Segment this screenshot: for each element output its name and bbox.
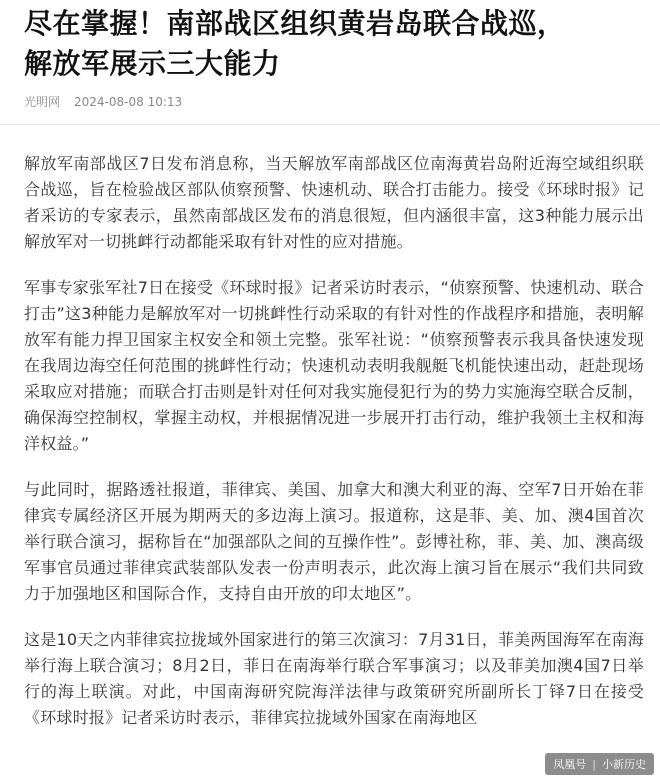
source-link[interactable]: 光明网 — [24, 95, 61, 109]
watermark-separator: | — [592, 757, 596, 771]
title-line-2: 解放军展示三大能力 — [24, 47, 281, 80]
watermark-account: 小新历史 — [602, 758, 646, 771]
divider — [0, 124, 660, 125]
article-body — [24, 151, 644, 731]
article-title — [24, 4, 644, 84]
paragraph: 军事专家张军社7日在接受《环球时报》记者采访时表示，“侦察预警、快速机动、联合打击”这3种能力是解放军对一切挑衅性行动采取的有针对性的作战程序和措施，表明解放军有能力捍卫国家主权安全和领土完整。张军社说：“侦察预警表示我具备快速发现在我周边海空任何范围的挑衅性行动；快速机动表明我舰艇飞机能快速出动，赶赴现场采取应对措施；而联合打击则是针对任何对我实施侵犯行为的势力实施海空联合反制，确保海空控制权，掌握主动权，并根据情况进一步展开打击行动，维护我领土主权和海洋权益。” — [24, 278, 644, 453]
watermark-platform: 凤凰号 — [553, 758, 587, 771]
title-line-1: 尽在掌握！南部战区组织黄岩岛联合战巡， — [24, 7, 566, 40]
publish-time: 2024-08-08 10:13 — [74, 95, 183, 109]
watermark-badge — [545, 753, 654, 775]
paragraph: 与此同时，据路透社报道，菲律宾、美国、加拿大和澳大利亚的海、空军7日开始在菲律宾专属经济区开展为期两天的多边海上演习。报道称，这是菲、美、加、澳4国首次举行联合演习，据称旨在“加强部队之间的互操作性”。彭博社称，菲、美、加、澳高级军事官员通过菲律宾武装部队发表一份声明表示，此次海上演习旨在展示“我们共同致力于加强地区和国际合作，支持自由开放的印太地区”。 — [24, 480, 644, 603]
paragraph: 这是10天之内菲律宾拉拢域外国家进行的第三次演习：7月31日，菲美两国海军在南海举行海上联合演习；8月2日，菲日在南海举行联合军事演习；以及菲美加澳4国7日举行的海上联演。对此，中国南海研究院海洋法律与政策研究所副所长丁铎7日在接受《环球时报》记者采访时表示，菲律宾拉拢域外国家在南海地区 — [24, 630, 644, 727]
article-meta — [24, 92, 644, 112]
paragraph: 解放军南部战区7日发布消息称，当天解放军南部战区位南海黄岩岛附近海空域组织联合战巡，旨在检验战区部队侦察预警、快速机动、联合打击能力。接受《环球时报》记者采访的专家表示，虽然南部战区发布的消息很短，但内涵很丰富，这3种能力展示出解放军对一切挑衅行动都能采取有针对性的应对措施。 — [24, 154, 644, 251]
